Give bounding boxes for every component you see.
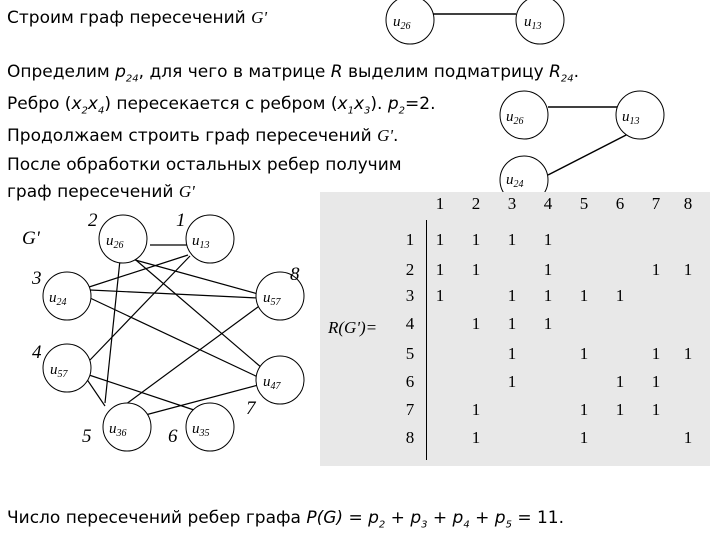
matrix-cell: 1	[507, 314, 517, 333]
x3-sub: 3	[364, 105, 371, 117]
node-label-u13: $u_{13}$	[192, 233, 210, 251]
after-text: После обработки остальных ребер получим	[7, 155, 402, 175]
edge	[128, 258, 258, 294]
submatrix-symbol: R	[549, 62, 561, 82]
top-label-u26: $u_{26}$	[393, 14, 411, 32]
matrix-cell: 1	[543, 286, 553, 305]
matrix-row-label: 2	[405, 260, 415, 279]
matrix-row-label: 3	[405, 286, 415, 305]
edge	[86, 378, 105, 406]
node-number: 5	[82, 426, 92, 447]
edge-mid: ) пересекается с ребром (	[104, 94, 338, 114]
node-number: 7	[246, 398, 256, 419]
matrix-header-4: 4	[543, 194, 553, 213]
define-mid2: выделим подматрицу	[342, 62, 550, 82]
matrix-header-8: 8	[683, 194, 693, 213]
edge	[118, 304, 262, 410]
formula-sub: 2	[378, 519, 386, 531]
mid-graph	[500, 91, 664, 204]
edge-text: Ребро (	[7, 94, 72, 114]
mid-label-u26: $u_{26}$	[506, 109, 524, 127]
edge	[90, 256, 190, 360]
edge	[90, 290, 258, 298]
node-number: 3	[32, 268, 42, 289]
matrix-cell: 1	[507, 344, 517, 363]
continue-text: Продолжаем строить граф пересечений	[7, 126, 378, 146]
matrix-header-1: 1	[435, 194, 445, 213]
matrix-cell: 1	[579, 344, 589, 363]
top-graph	[386, 0, 564, 44]
top-label-u13: $u_{13}$	[524, 14, 542, 32]
bottom-text: Число пересечений ребер графа	[7, 508, 307, 528]
matrix-cell: 1	[471, 260, 481, 279]
matrix-cell: 1	[615, 400, 625, 419]
matrix-cell: 1	[507, 230, 517, 249]
matrix-cell: 1	[507, 286, 517, 305]
edge	[86, 374, 194, 410]
submatrix-sub: 24	[560, 73, 574, 85]
mid-label-u13: $u_{13}$	[622, 109, 640, 127]
matrix-cell: 1	[471, 230, 481, 249]
graph-name: G'	[251, 8, 267, 27]
matrix-cell: 1	[435, 260, 445, 279]
define-end: .	[573, 62, 580, 82]
x1: x	[337, 94, 348, 114]
matrix-row-label: 4	[405, 314, 415, 333]
x3: x	[353, 94, 365, 114]
mid-edge-2	[548, 132, 632, 175]
node-number: 1	[176, 210, 186, 231]
matrix-cell: 1	[471, 314, 481, 333]
matrix-row-label: 1	[405, 230, 415, 249]
node-number: 4	[32, 342, 42, 363]
matrix-cell: 1	[651, 344, 661, 363]
node-label-u57-right: $u_{57}$	[263, 290, 281, 308]
matrix-header-6: 6	[615, 194, 625, 213]
matrix-header-7: 7	[651, 194, 661, 213]
matrix-label: R(G')=	[328, 318, 378, 337]
formula-sub: 3	[421, 519, 428, 531]
graph-name: G'	[377, 126, 393, 145]
node-label-u47: $u_{47}$	[263, 374, 281, 392]
matrix-cell: 1	[435, 286, 445, 305]
formula-term: + p	[469, 508, 506, 528]
continue-end: .	[392, 126, 399, 146]
matrix-cell: 1	[651, 400, 661, 419]
node-number: 8	[290, 264, 300, 285]
matrix-cell: 1	[579, 400, 589, 419]
matrix-header-5: 5	[579, 194, 589, 213]
formula-sub: 4	[463, 519, 470, 531]
matrix-cell: 1	[543, 230, 553, 249]
matrix-cell: 1	[579, 428, 589, 447]
x4: x	[87, 94, 98, 114]
formula-result: = 11.	[511, 508, 565, 528]
x2-sub: 2	[81, 105, 88, 117]
intersection-matrix	[320, 192, 710, 466]
node-number: 6	[168, 426, 178, 447]
edge	[130, 255, 262, 368]
matrix-header-3: 3	[507, 194, 517, 213]
matrix-header-2: 2	[471, 194, 481, 213]
matrix-row-label: 8	[405, 428, 415, 447]
matrix-cell: 1	[507, 372, 517, 391]
matrix-cell: 1	[615, 372, 625, 391]
formula-term: + p	[385, 508, 422, 528]
node-label-u57-left: $u_{57}$	[50, 362, 68, 380]
node-number: 2	[88, 210, 98, 231]
matrix-cell: 1	[543, 260, 553, 279]
matrix-row-label: 7	[405, 400, 415, 419]
matrix-cell: 1	[471, 428, 481, 447]
define-text: Определим	[7, 62, 116, 82]
matrix-cell: 1	[435, 230, 445, 249]
result-text: граф пересечений	[7, 182, 179, 202]
heading-text: Строим граф пересечений	[7, 8, 252, 28]
r-symbol: R	[330, 62, 343, 82]
p-symbol: p	[115, 62, 126, 82]
matrix-cell: 1	[651, 372, 661, 391]
define-mid: , для чего в матрице	[138, 62, 331, 82]
x1-sub: 1	[347, 105, 354, 117]
matrix-row-label: 6	[405, 372, 415, 391]
graph-name: G'	[178, 182, 195, 201]
mid-label-u24: $u_{24}$	[506, 172, 524, 190]
matrix-cell: 1	[651, 260, 661, 279]
x4-sub: 4	[97, 105, 105, 117]
matrix-bracket	[426, 220, 427, 460]
node-label-u24: $u_{24}$	[49, 290, 67, 308]
formula-sub: 5	[505, 519, 512, 531]
matrix-cell: 1	[543, 314, 553, 333]
big-graph	[22, 210, 304, 451]
edge-mid2: ).	[370, 94, 388, 114]
p-sub: 24	[125, 73, 139, 85]
matrix-row-label: 5	[405, 344, 415, 363]
node-label-u26: $u_{26}$	[106, 233, 124, 251]
node-label-u35: $u_{35}$	[192, 421, 210, 439]
matrix-cell: 1	[615, 286, 625, 305]
formula: P(G) = p	[306, 508, 379, 528]
matrix-cell: 1	[471, 400, 481, 419]
p2-sub: 2	[398, 105, 406, 117]
formula-term: + p	[427, 508, 464, 528]
x2: x	[71, 94, 82, 114]
matrix-cell: 1	[683, 428, 693, 447]
big-graph-title: G'	[22, 228, 40, 249]
node-label-u36: $u_{36}$	[109, 421, 127, 439]
matrix-cell: 1	[579, 286, 589, 305]
p2-value: =2.	[405, 94, 436, 114]
matrix-cell: 1	[683, 344, 693, 363]
edge	[90, 298, 260, 378]
p2: p	[387, 94, 399, 114]
matrix-cell: 1	[683, 260, 693, 279]
